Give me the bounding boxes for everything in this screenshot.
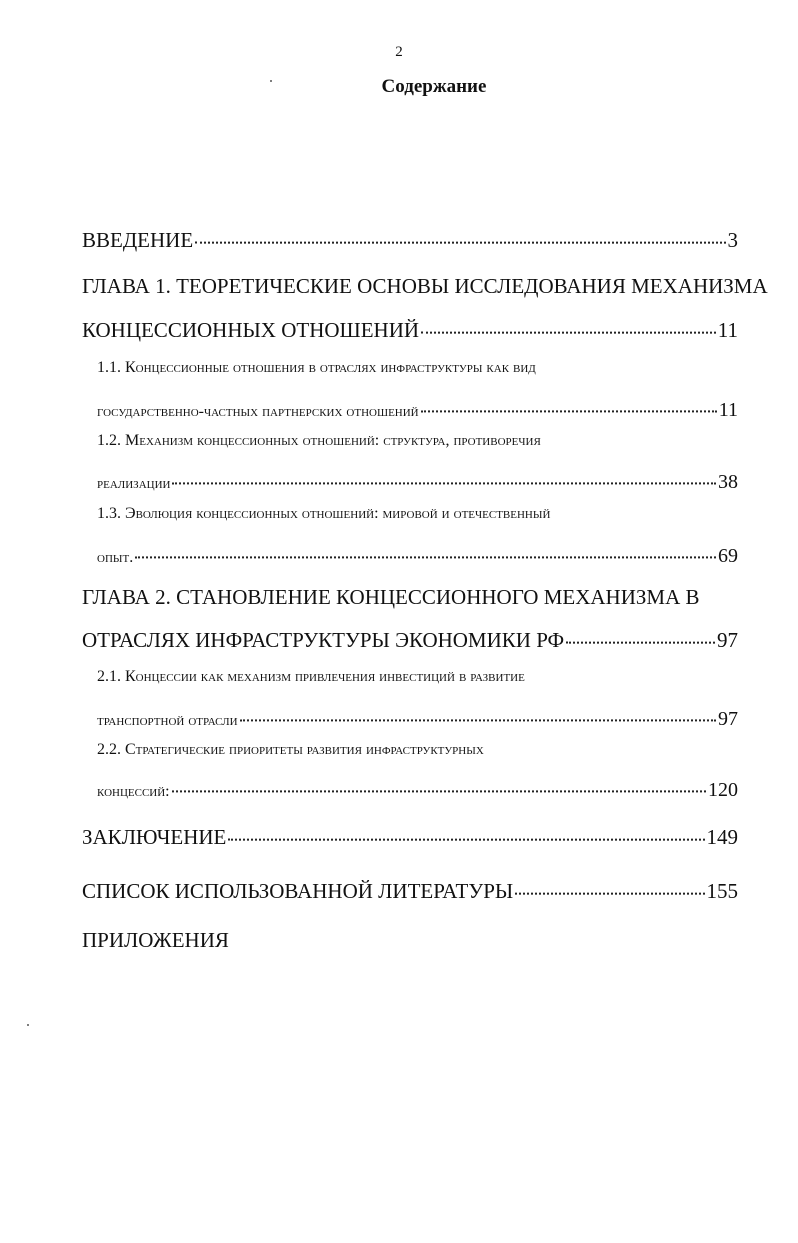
dot-leader [172,465,716,485]
page-number: 2 [395,44,403,60]
dot-leader [515,869,704,894]
toc-entry-title: ГЛАВА 2. СТАНОВЛЕНИЕ КОНЦЕССИОННОГО МЕХАНИЗМА В [82,585,700,609]
toc-entry-title: ГЛАВА 1. ТЕОРЕТИЧЕСКИЕ ОСНОВЫ ИССЛЕДОВАНИЯ МЕХАНИЗМА [82,274,768,298]
toc-page-number: 38 [718,470,738,493]
toc-entry-title-cont: опыт. [97,548,134,566]
toc-entry-title: 1.2. Механизм концессионных отношений: структура, противоречия [97,432,541,449]
toc-entry-title: ПРИЛОЖЕНИЯ [82,928,229,952]
toc-page-number: 11 [717,318,738,343]
toc-entry-title-cont: ОТРАСЛЯХ ИНФРАСТРУКТУРЫ ЭКОНОМИКИ РФ [82,628,565,653]
toc-entry-title-cont: КОНЦЕССИОННЫХ ОТНОШЕНИЙ [82,318,420,343]
toc-entry-title: ЗАКЛЮЧЕНИЕ [82,825,227,850]
toc-entry-title: 1.1. Концессионные отношения в отраслях инфраструктуры как вид [97,359,536,376]
dot-leader [135,539,716,559]
toc-entry-title-cont: государственно-частных партнерских отношений [97,402,419,420]
dot-leader [240,702,716,722]
toc-page-number: 97 [717,628,738,653]
toc-page-number: 11 [718,398,738,421]
dot-leader [566,618,715,643]
toc-entry-title-cont: транспортной отрасли [97,711,238,729]
toc-title: Содержание [381,76,487,97]
dot-leader [421,308,716,333]
toc-entry-title: 1.3. Эволюция концессионных отношений: мировой и отечественный [97,505,551,522]
dot-leader [172,773,706,793]
toc-page-number: 3 [727,228,738,253]
dot-leader [421,393,717,413]
toc-entry-title: 2.2. Стратегические приоритеты развития инфраструктурных [97,741,484,758]
toc-page-number: 120 [708,778,738,801]
toc-entry-title-cont: реализации [97,474,171,492]
toc-entry-title: 2.1. Концессии как механизм привлечения инвестиций в развитие [97,668,525,685]
dot-leader [195,218,725,243]
dot-leader [228,815,704,840]
toc-entry-title: СПИСОК ИСПОЛЬЗОВАННОЙ ЛИТЕРАТУРЫ [82,879,514,904]
toc-page-number: 155 [706,879,738,904]
toc-page-number: 149 [706,825,738,850]
toc-entry-title-cont: концессий: [97,782,170,800]
toc-page-number: 97 [718,707,738,730]
toc-entry-title: ВВЕДЕНИЕ [82,228,194,253]
toc-page-number: 69 [718,544,738,567]
